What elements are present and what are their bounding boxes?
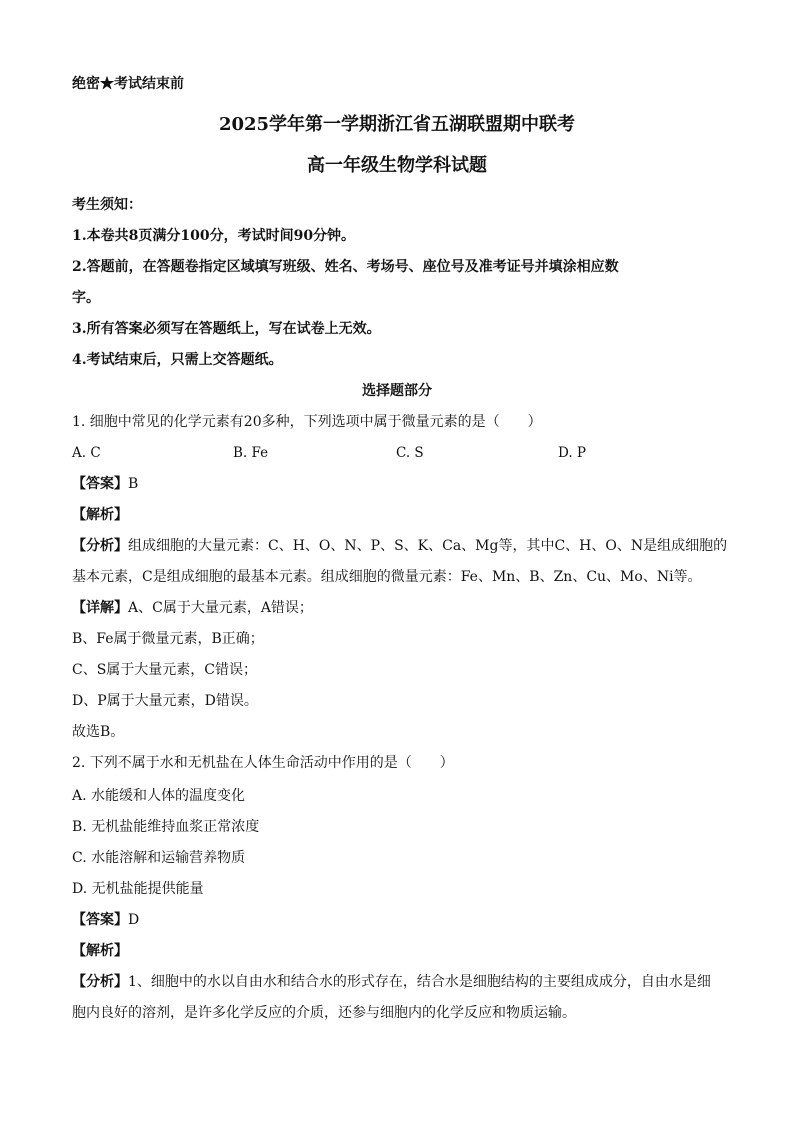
exam-subtitle: 高一年级生物学科试题 — [307, 155, 487, 176]
note-2-cont: 字。 — [72, 290, 100, 306]
q2-fenxi-cont: 胞内良好的溶剂，是许多化学反应的介质，还参与细胞内的化学反应和物质运输。 — [72, 1005, 576, 1021]
answer-value: D — [128, 912, 140, 928]
q1-option-b: B. Fe — [233, 445, 269, 461]
exam-title: 2025学年第一学期浙江省五湖联盟期中联考 — [218, 114, 576, 135]
note-2: 2.答题前，在答题卷指定区域填写班级、姓名、考场号、座位号及准考证号并填涂相应数 — [72, 259, 619, 275]
answer-value: B — [128, 476, 139, 492]
note-4: 4.考试结束后，只需上交答题纸。 — [72, 352, 283, 368]
answer-label: 【答案】 — [72, 912, 128, 928]
xiangjie-label: 【详解】 — [72, 600, 128, 616]
note-3: 3.所有答案必须写在答题纸上，写在试卷上无效。 — [72, 321, 381, 337]
q2-stem: 2. 下列不属于水和无机盐在人体生命活动中作用的是（ ） — [72, 755, 454, 771]
fenxi-text: 1、细胞中的水以自由水和结合水的形式存在，结合水是细胞结构的主要组成成分，自由水是细 — [128, 974, 711, 990]
q1-option-c: C. S — [396, 445, 424, 461]
q1-xiangjie-c: C、S属于大量元素，C错误； — [72, 662, 258, 678]
section-heading: 选择题部分 — [362, 383, 432, 399]
q2-option-b: B. 无机盐能维持血浆正常浓度 — [72, 819, 260, 835]
q1-fenxi — [72, 536, 728, 556]
q1-answer — [72, 474, 722, 494]
answer-label: 【答案】 — [72, 476, 128, 492]
secret-mark: 绝密★考试结束前 — [72, 76, 184, 92]
q1-xiangjie — [72, 598, 722, 618]
q1-stem: 1. 细胞中常见的化学元素有20多种，下列选项中属于微量元素的是（ ） — [72, 414, 542, 430]
q2-fenxi — [72, 972, 722, 992]
q1-fenxi-cont: 基本元素，C是组成细胞的最基本元素。组成细胞的微量元素：Fe、Mn、B、Zn、Cu、Mo、Ni等。 — [72, 569, 702, 585]
q1-option-d: D. P — [558, 445, 587, 461]
q2-analysis-label: 【解析】 — [72, 943, 128, 959]
notes-heading: 考生须知： — [72, 197, 142, 213]
q1-conclusion: 故选B。 — [72, 724, 125, 740]
fenxi-text: 组成细胞的大量元素：C、H、O、N、P、S、K、Ca、Mg等，其中C、H、O、N是组成细胞的 — [128, 538, 728, 554]
fenxi-label: 【分析】 — [72, 974, 128, 990]
q1-xiangjie-b: B、Fe属于微量元素，B正确； — [72, 631, 264, 647]
q1-option-a: A. C — [72, 445, 101, 461]
xiangjie-text: A、C属于大量元素，A错误； — [128, 600, 313, 616]
q2-option-d: D. 无机盐能提供能量 — [72, 881, 204, 897]
q2-answer — [72, 910, 722, 930]
q2-option-a: A. 水能缓和人体的温度变化 — [72, 788, 246, 804]
q1-analysis-label: 【解析】 — [72, 507, 128, 523]
q1-xiangjie-d: D、P属于大量元素，D错误。 — [72, 693, 258, 709]
q2-option-c: C. 水能溶解和运输营养物质 — [72, 850, 246, 866]
note-1: 1.本卷共8页满分100分，考试时间90分钟。 — [72, 228, 356, 244]
fenxi-label: 【分析】 — [72, 538, 128, 554]
